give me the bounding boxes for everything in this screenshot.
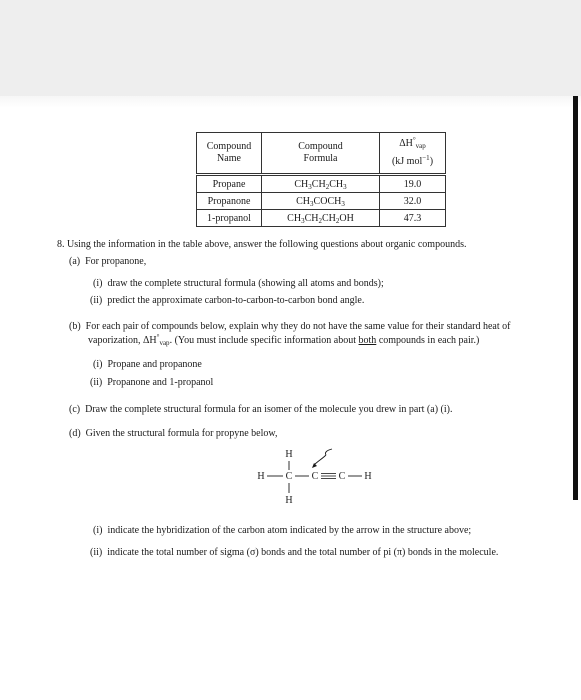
table-row [197, 193, 446, 210]
part-a-header: (a) For propanone, [69, 256, 147, 267]
atom-h-right: H [364, 471, 372, 482]
part-b-text-line1: (b) For each pair of compounds below, explain why they do not have the same value for their standard heat of [69, 321, 511, 332]
part-d-i: (i) indicate the hybridization of the carbon atom indicated by the arrow in the structure above; [93, 525, 472, 536]
table-header-row [197, 133, 446, 175]
atom-h-top: H [285, 449, 293, 460]
top-margin-band [0, 0, 581, 96]
header-heat-of-vaporization: $\Delta H^\circ_{vap}$ (kJ mol$^{-1}$) [380, 133, 446, 175]
cell-value: 47.3 [380, 210, 446, 227]
units-label: (kJ mol$^{-1}$) [391, 154, 434, 167]
atom-c2: C [311, 471, 319, 482]
header-compound-formula: Compound Formula [262, 133, 380, 175]
part-b-ii: (ii) Propanone and 1-propanol [90, 377, 214, 388]
header-compound-name: Compound Name [197, 133, 262, 175]
part-d-header: (d) Given the structural formula for propyne below, [69, 428, 278, 439]
part-a-ii: (ii) predict the approximate carbon-to-carbon-to-carbon bond angle. [90, 295, 365, 306]
part-b-text-line2: vaporization, $\Delta H^\circ_{vap}$. (You must include specific information about both compounds in each pair.) [88, 333, 480, 347]
cell-value: 32.0 [380, 193, 446, 210]
enthalpy-data-table [196, 132, 446, 227]
question-8-intro: 8. Using the information in the table above, answer the following questions about organic compounds. [57, 239, 467, 250]
cell-formula: $CH_3CH_2CH_3$ [262, 175, 380, 193]
part-b-i: (i) Propane and propanone [93, 359, 202, 370]
cell-name: Propane [197, 175, 262, 193]
propyne-structural-formula [252, 447, 382, 515]
page-edge-shadow [573, 96, 578, 500]
cell-formula: $CH_3COCH_3$ [262, 193, 380, 210]
atom-c1: C [285, 471, 293, 482]
cell-formula: $CH_3CH_2CH_2OH$ [262, 210, 380, 227]
cell-value: 19.0 [380, 175, 446, 193]
atom-h-left: H [257, 471, 265, 482]
part-c: (c) Draw the complete structural formula for an isomer of the molecule you drew in part (a) (i). [69, 404, 453, 415]
arrow-icon [314, 449, 332, 465]
cell-name: 1-propanol [197, 210, 262, 227]
cell-name: Propanone [197, 193, 262, 210]
atom-c3: C [338, 471, 346, 482]
table-row [197, 175, 446, 193]
part-a-i: (i) draw the complete structural formula (showing all atoms and bonds); [93, 278, 384, 289]
table-row [197, 210, 446, 227]
part-d-ii: (ii) indicate the total number of sigma (σ) bonds and the total number of pi (π) bonds in the molecule. [90, 547, 499, 558]
atom-h-bottom: H [285, 495, 293, 506]
arrowhead-icon [312, 463, 317, 468]
